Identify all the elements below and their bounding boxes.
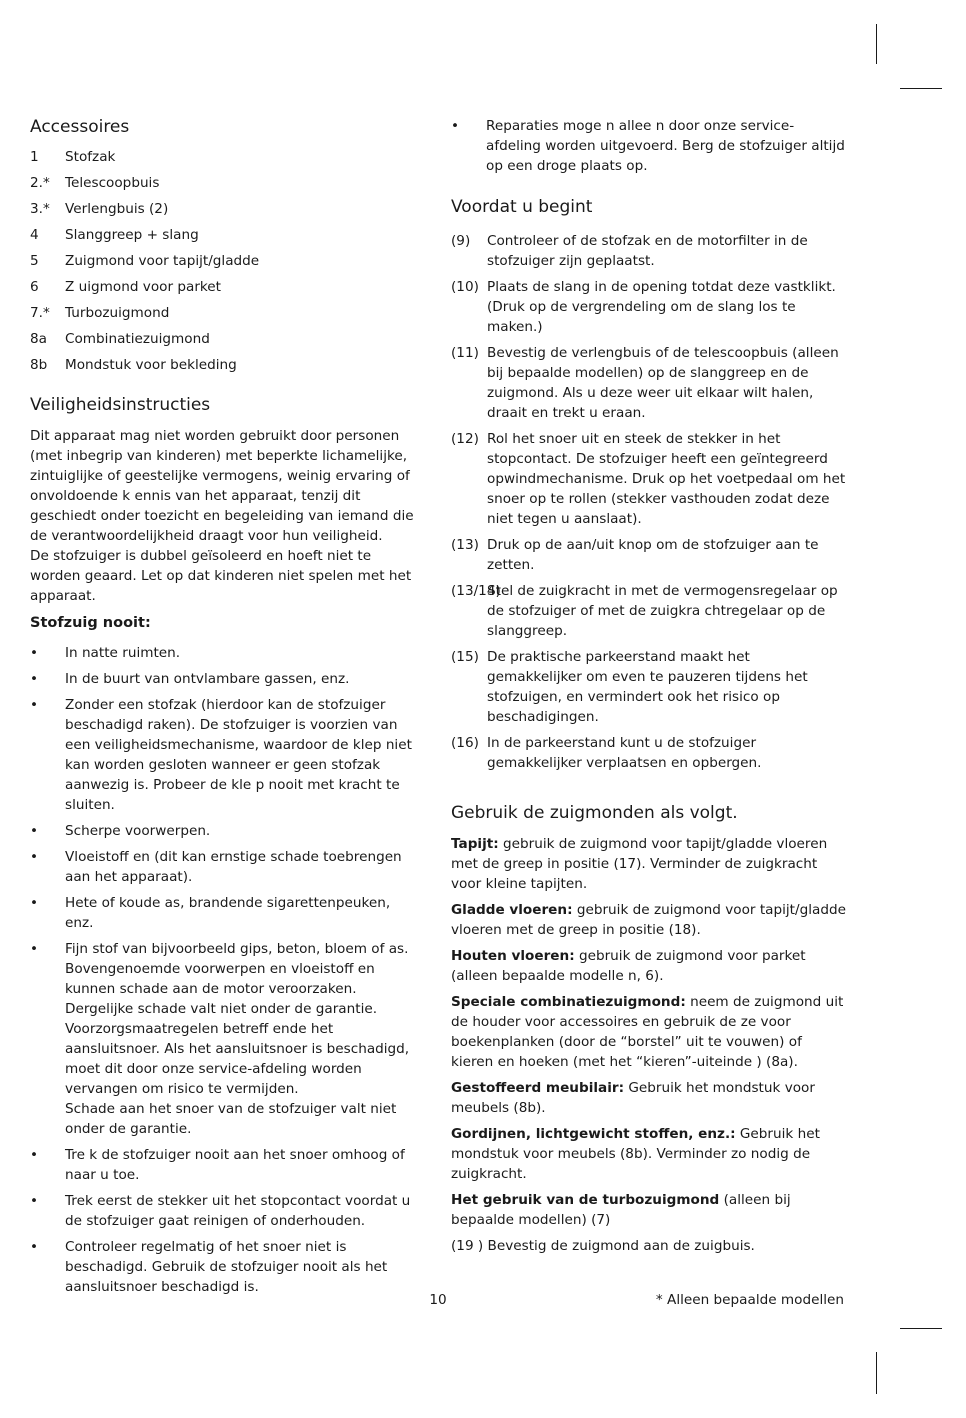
- bullet-glyph: •: [30, 823, 39, 839]
- list-item: [30, 225, 422, 245]
- before-title: Voordat u begint: [451, 197, 593, 217]
- list-item: [30, 821, 422, 841]
- safety-intro-2: De stofzuiger is dubbel geïsoleerd en hoeft niet te worden geaard. Let op dat kinderen niet spelen met het apparaat.: [30, 548, 412, 604]
- footer-note: * Alleen bepaalde modellen: [655, 1292, 844, 1308]
- list-item: [30, 847, 422, 887]
- list-item: [30, 939, 422, 1139]
- step-text: Druk op de aan/uit knop om de stofzuiger aan te zetten.: [487, 537, 819, 573]
- bullet-glyph: •: [30, 895, 39, 911]
- bullet-text: In natte ruimten.: [65, 645, 181, 661]
- never-title: Stofzuig nooit:: [30, 615, 151, 631]
- accessories-title: Accessoires: [30, 117, 130, 137]
- usage-text: Gebruik het mondstuk voor meubels (8b).: [451, 1080, 815, 1116]
- usage-label: Tapijt:: [451, 836, 499, 852]
- left-column: [30, 112, 422, 1297]
- step-item: [451, 231, 847, 271]
- step-number: (12): [451, 431, 479, 447]
- step-text: Plaats de slang in de opening totdat deze vastklikt. (Druk op de vergrendeling om de slang los te maken.): [487, 279, 836, 335]
- step-text: Controleer of de stofzak en de motorfilter in de stofzuiger zijn geplaatst.: [487, 233, 808, 269]
- item-number: 8a: [30, 331, 47, 347]
- list-item: [451, 116, 847, 176]
- list-item: [30, 329, 422, 349]
- usage-section: [451, 802, 847, 1256]
- usage-label: Speciale combinatiezuigmond:: [451, 994, 686, 1010]
- item-number: 2.*: [30, 175, 50, 191]
- item-number: 5: [30, 253, 39, 269]
- item-text: Turbozuigmond: [65, 305, 170, 321]
- safety-title: Veiligheidsinstructies: [30, 395, 211, 415]
- usage-item: [451, 834, 847, 894]
- step-text: Stel de zuigkracht in met de vermogensregelaar op de stofzuiger of met de zuigkra chtregelaar op de slanggreep.: [487, 583, 838, 639]
- bullet-text: Hete of koude as, brandende sigarettenpeuken, enz.: [65, 895, 391, 931]
- bullet-text: Scherpe voorwerpen.: [65, 823, 211, 839]
- crop-mark-top-vertical: [876, 24, 877, 64]
- step-text: De praktische parkeerstand maakt het gemakkelijker om even te pauzeren tijdens het stofzuigen, en vermindert ook het risico op beschadigingen.: [487, 649, 808, 725]
- list-item: [30, 303, 422, 323]
- item-text: Zuigmond voor tapijt/gladde: [65, 253, 260, 269]
- step-item: [451, 581, 847, 641]
- item-text: Slanggreep + slang: [65, 227, 199, 243]
- list-item: [30, 1191, 422, 1231]
- step-item: [451, 535, 847, 575]
- bullet-text: Trek eerst de stekker uit het stopcontact voordat u de stofzuiger gaat reinigen of onderhouden.: [65, 1193, 411, 1229]
- step-number: (15): [451, 649, 479, 665]
- list-item: [30, 355, 422, 375]
- list-item: [30, 1145, 422, 1185]
- step-item: [451, 277, 847, 337]
- list-item: [30, 643, 422, 663]
- item-number: 8b: [30, 357, 48, 373]
- page-number: 10: [429, 1292, 447, 1308]
- crop-mark-bottom-vertical: [876, 1352, 877, 1394]
- usage-title: Gebruik de zuigmonden als volgt.: [451, 803, 738, 823]
- usage-text: Gebruik het mondstuk voor meubels (8b). Verminder zo nodig de zuigkracht.: [451, 1126, 820, 1182]
- step-number: (10): [451, 279, 479, 295]
- list-item: [30, 1237, 422, 1297]
- safety-section: [30, 394, 422, 1297]
- step-text: In de parkeerstand kunt u de stofzuiger gemakkelijker verplaatsen en opbergen.: [487, 735, 762, 771]
- bullet-glyph: •: [30, 1147, 39, 1163]
- step-item: [451, 733, 847, 773]
- bullet-text: Fijn stof van bijvoorbeeld gips, beton, bloem of as. Bovengenoemde voorwerpen en vloeistoff en kunnen schade aan de motor veroorzaken. Dergelijke schade valt niet onder de garantie. Voorzorgsmaatregelen betreff ende het aansluitsnoer. Als het aansluitsnoer is beschadigd, moet dit door onze service-afdeling worden vervangen om risico te vermijden.: [65, 941, 410, 1097]
- safety-intro: Dit apparaat mag niet worden gebruikt door personen (met inbegrip van kinderen) met beperkte lichamelijke, zintuiglijke of geestelijke vermogens, weinig ervaring of onvoldoende k ennis van het apparaat, tenzij dit geschiedt onder toezicht en begeleiding van iemand die de verantwoordelijkheid draagt voor hun veiligheid.: [30, 428, 414, 544]
- bullet-glyph: •: [30, 849, 39, 865]
- usage-text: gebruik de zuigmond voor parket (alleen bepaalde modelle n, 6).: [451, 948, 806, 984]
- list-item: [30, 199, 422, 219]
- usage-item: [451, 946, 847, 986]
- step-number: (16): [451, 735, 479, 751]
- before-section: [451, 196, 847, 773]
- bullet-glyph: •: [30, 645, 39, 661]
- accessories-list: [30, 147, 422, 375]
- usage-text: gebruik de zuigmond voor tapijt/gladde vloeren met de greep in positie (18).: [451, 902, 846, 938]
- list-item: [30, 669, 422, 689]
- bullet-glyph: •: [30, 1239, 39, 1255]
- usage-item: [451, 1190, 847, 1230]
- list-item: [30, 277, 422, 297]
- usage-label: Het gebruik van de turbozuigmond: [451, 1192, 720, 1208]
- usage-item: [451, 1078, 847, 1118]
- bullet-text: In de buurt van ontvlambare gassen, enz.: [65, 671, 350, 687]
- step-number: (13): [451, 537, 479, 553]
- list-item: [30, 695, 422, 815]
- crop-mark-top-horizontal: [900, 88, 942, 89]
- item-number: 6: [30, 279, 39, 295]
- usage-text: gebruik de zuigmond voor tapijt/gladde vloeren met de greep in positie (17). Verminder de zuigkracht voor kleine tapijten.: [451, 836, 828, 892]
- list-item: [30, 173, 422, 193]
- step-item: [451, 647, 847, 727]
- bullet-glyph: •: [451, 118, 460, 134]
- bullet-text: Vloeistoff en (dit kan ernstige schade toebrengen aan het apparaat).: [65, 849, 402, 885]
- step-number: (9): [451, 233, 471, 249]
- usage-label: Houten vloeren:: [451, 948, 575, 964]
- right-column: [451, 116, 847, 1256]
- item-text: Stofzak: [65, 149, 116, 165]
- item-number: 1: [30, 149, 39, 165]
- bullet-text: Tre k de stofzuiger nooit aan het snoer omhoog of naar u toe.: [65, 1147, 405, 1183]
- usage-final: (19 ) Bevestig de zuigmond aan de zuigbuis.: [451, 1238, 755, 1254]
- item-text: Telescoopbuis: [65, 175, 160, 191]
- safety-bullets: [30, 643, 422, 1297]
- bullet-glyph: •: [30, 671, 39, 687]
- step-number: (13/14): [451, 583, 501, 599]
- item-number: 7.*: [30, 305, 50, 321]
- item-number: 3.*: [30, 201, 50, 217]
- usage-text: neem de zuigmond uit de houder voor accessoires en gebruik de ze voor boekenplanken (door de “borstel” uit te vouwen) of kieren en hoeken (met het “kieren”-uiteinde ) (8a).: [451, 994, 844, 1070]
- list-item: [30, 893, 422, 933]
- bullet-text-extra: Schade aan het snoer van de stofzuiger valt niet onder de garantie.: [65, 1101, 397, 1137]
- usage-item: [451, 900, 847, 940]
- step-text: Rol het snoer uit en steek de stekker in het stopcontact. De stofzuiger heeft een geïntegreerd opwindmechanisme. Druk op het voetpedaal om het snoer op te rollen (stekker vasthouden zodat deze niet tegen u aanslaat).: [487, 431, 846, 527]
- bullet-text: Controleer regelmatig of het snoer niet is beschadigd. Gebruik de stofzuiger nooit als het aansluitsnoer beschadigd is.: [65, 1239, 388, 1295]
- usage-text: (alleen bij bepaalde modellen) (7): [451, 1192, 791, 1228]
- item-text: Verlengbuis (2): [65, 201, 169, 217]
- item-text: Mondstuk voor bekleding: [65, 357, 237, 373]
- usage-label: Gestoffeerd meubilair:: [451, 1080, 625, 1096]
- repairs-bullet: [451, 116, 847, 176]
- bullet-glyph: •: [30, 1193, 39, 1209]
- bullet-glyph: •: [30, 941, 39, 957]
- usage-item: [451, 1124, 847, 1184]
- bullet-glyph: •: [30, 697, 39, 713]
- item-text: Combinatiezuigmond: [65, 331, 210, 347]
- usage-label: Gordijnen, lichtgewicht stoffen, enz.:: [451, 1126, 736, 1142]
- usage-item: [451, 992, 847, 1072]
- step-item: [451, 343, 847, 423]
- list-item: [30, 147, 422, 167]
- item-number: 4: [30, 227, 39, 243]
- list-item: [30, 251, 422, 271]
- before-steps: [451, 231, 847, 773]
- step-number: (11): [451, 345, 479, 361]
- crop-mark-bottom-horizontal: [900, 1328, 942, 1329]
- step-text: Bevestig de verlengbuis of de telescoopbuis (alleen bij bepaalde modellen) op de slanggreep en de zuigmond. Als u deze weer uit elkaar wilt halen, draait en trekt u eraan.: [487, 345, 839, 421]
- step-item: [451, 429, 847, 529]
- repairs-text: Reparaties moge n allee n door onze service-afdeling worden uitgevoerd. Berg de stofzuiger altijd op een droge plaats op.: [486, 118, 845, 174]
- accessories-section: [30, 116, 422, 375]
- usage-label: Gladde vloeren:: [451, 902, 573, 918]
- bullet-text: Zonder een stofzak (hierdoor kan de stofzuiger beschadigd raken). De stofzuiger is voorzien van een veiligheidsmechanisme, waardoor de klep niet kan worden gesloten wanneer er geen stofzak aanwezig is. Probeer de kle p nooit met kracht te sluiten.: [65, 697, 412, 813]
- item-text: Z uigmond voor parket: [65, 279, 221, 295]
